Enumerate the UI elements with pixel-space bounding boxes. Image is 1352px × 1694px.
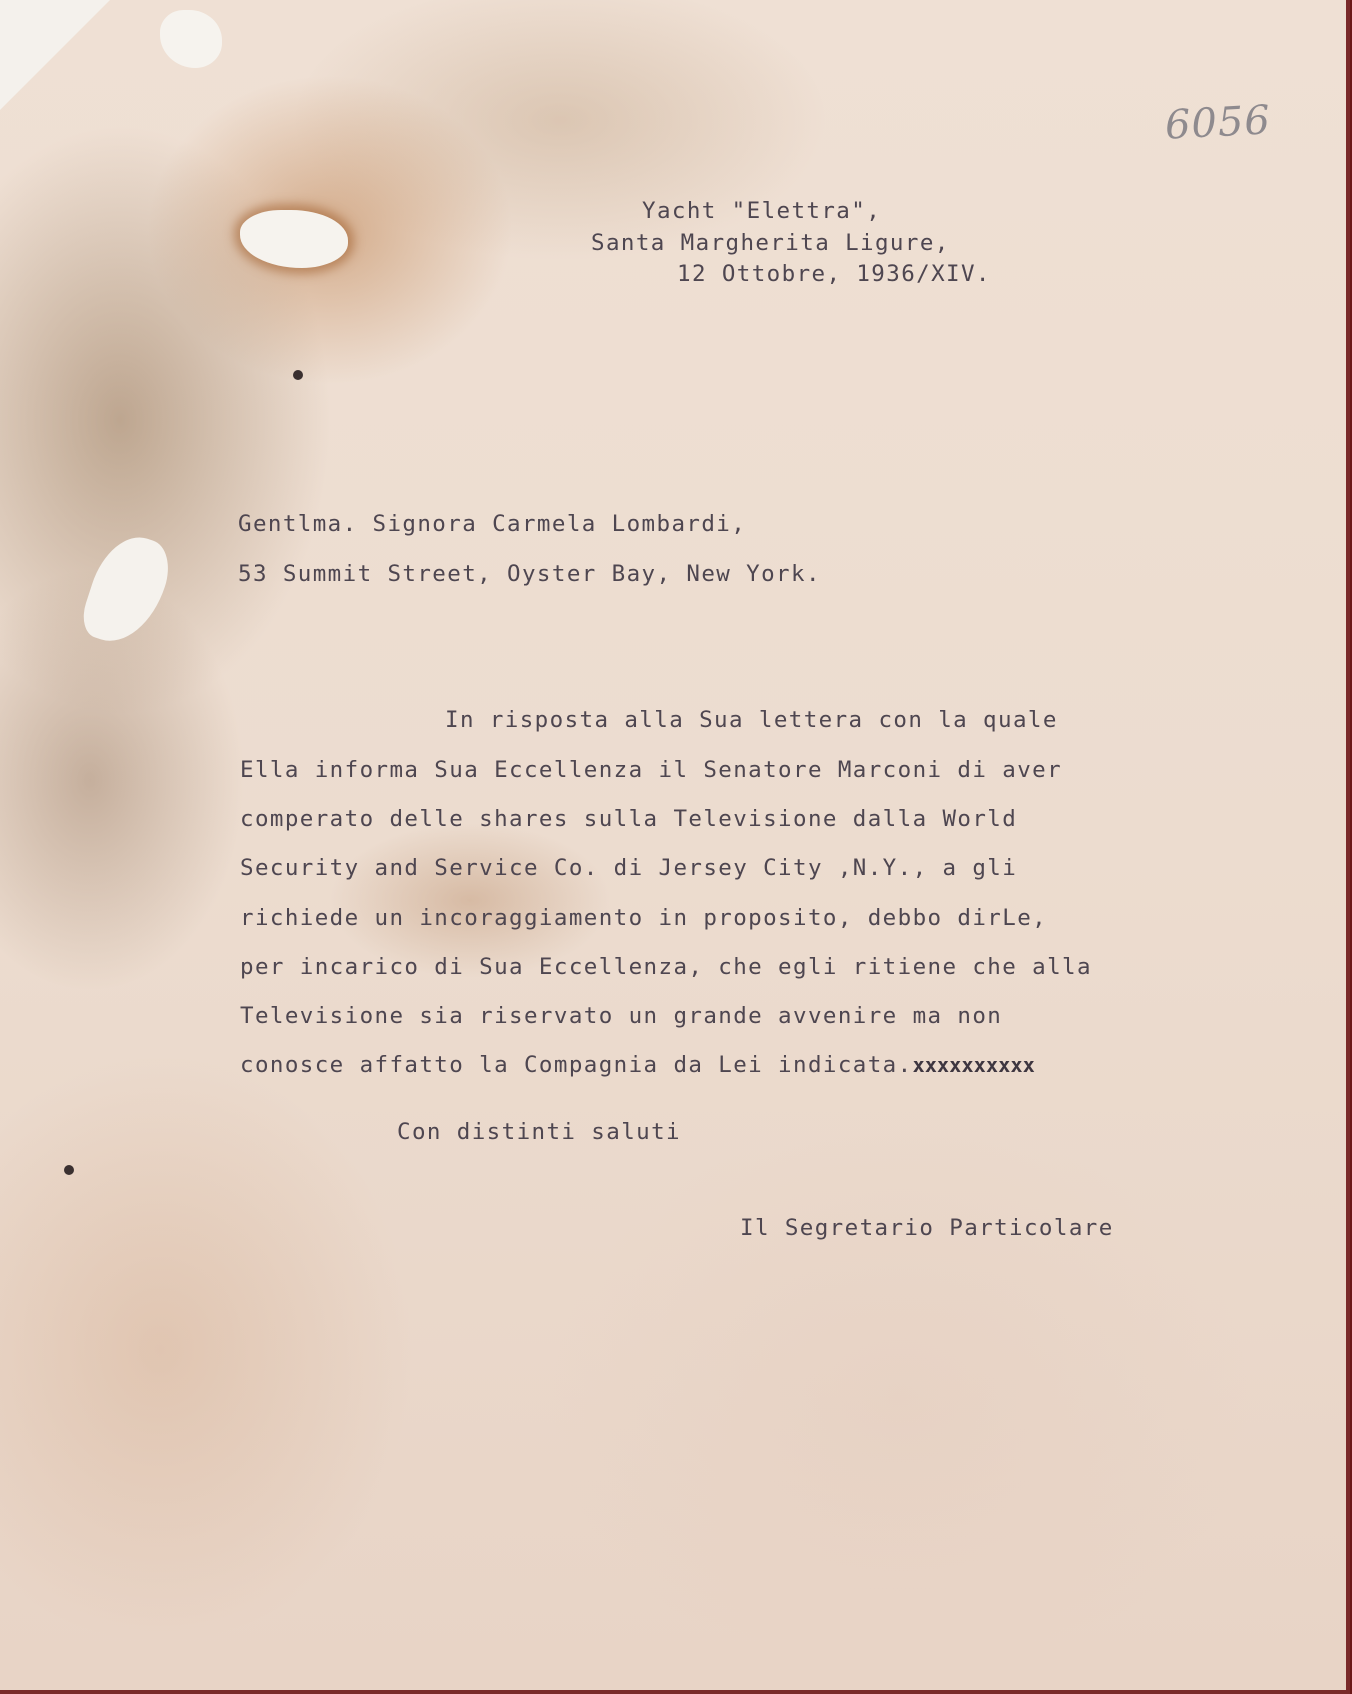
letterhead-yacht: Yacht "Elettra",	[642, 198, 882, 224]
body-line-8	[240, 1054, 1035, 1077]
archive-number: 6056	[1163, 97, 1272, 149]
body-line-6: per incarico di Sua Eccellenza, che egli ritiene che alla	[240, 954, 1092, 980]
struck-out-text: xxxxxxxxxx	[912, 1053, 1035, 1077]
body-line-2: Ella informa Sua Eccellenza il Senatore Marconi di aver	[240, 757, 1063, 783]
paper-tear-left	[77, 527, 178, 653]
letterhead-place: Santa Margherita Ligure,	[591, 230, 950, 256]
body-line-8-text: conosce affatto la Compagnia da Lei indicata.	[240, 1052, 913, 1078]
body-line-5: richiede un incoraggiamento in proposito, debbo dirLe,	[240, 905, 1048, 931]
body-line-3: comperato delle shares sulla Televisione dalla World	[240, 806, 1018, 832]
body-line-1: In risposta alla Sua lettera con la quale	[445, 707, 1058, 733]
recipient-name: Gentlma. Signora Carmela Lombardi,	[238, 511, 747, 537]
paper-hole-stain	[240, 210, 348, 268]
punch-mark-left	[64, 1165, 74, 1175]
signature-title: Il Segretario Particolare	[740, 1215, 1114, 1241]
recipient-address: 53 Summit Street, Oyster Bay, New York.	[238, 561, 821, 587]
torn-corner	[0, 0, 110, 110]
closing-salutation: Con distinti saluti	[397, 1119, 681, 1145]
paper-hole-top	[160, 10, 222, 68]
punch-mark-top	[293, 370, 303, 380]
letterhead-date: 12 Ottobre, 1936/XIV.	[677, 261, 991, 287]
body-line-4: Security and Service Co. di Jersey City ,N.Y., a gli	[240, 855, 1018, 881]
body-line-7: Televisione sia riservato un grande avvenire ma non	[240, 1003, 1003, 1029]
